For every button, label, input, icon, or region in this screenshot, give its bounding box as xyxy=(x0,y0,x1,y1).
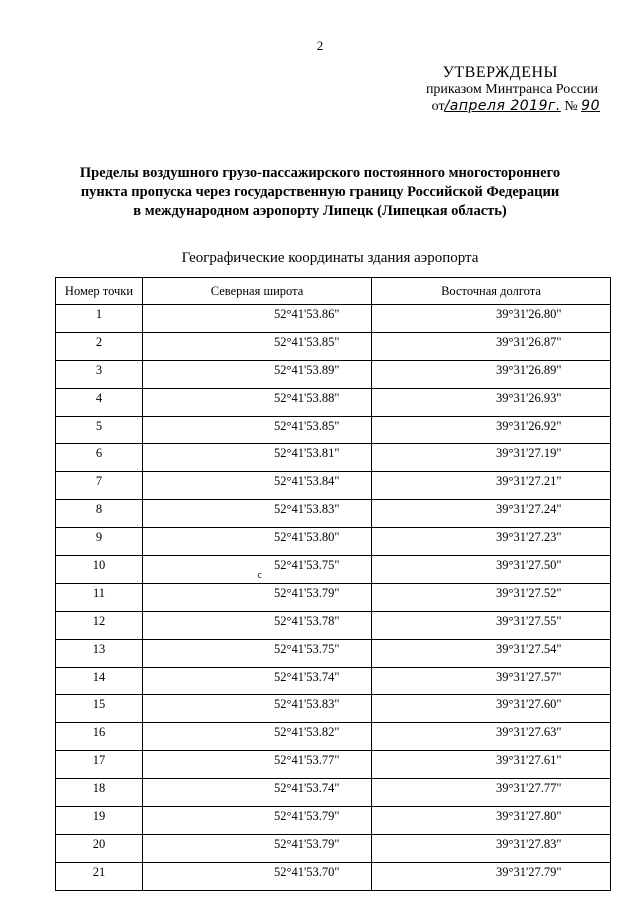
table-caption: Географические координаты здания аэропорта xyxy=(181,250,479,266)
longitude-cell xyxy=(372,611,611,639)
table-row xyxy=(56,528,611,556)
latitude-cell xyxy=(143,472,372,500)
latitude-cell xyxy=(143,723,372,751)
table-row xyxy=(56,500,611,528)
handwritten-number: 90 xyxy=(581,98,600,114)
longitude-value: 39°31'26.92" xyxy=(496,418,562,433)
latitude-value: 52°41'53.70" xyxy=(274,864,340,879)
handwritten-date: /апреля 2019г. xyxy=(444,98,561,114)
title-line: Пределы воздушного грузо-пассажирского постоянного многостороннего xyxy=(79,165,561,181)
longitude-cell xyxy=(372,779,611,807)
latitude-value: 52°41'53.79" xyxy=(274,836,340,851)
latitude-cell xyxy=(143,779,372,807)
table-row xyxy=(56,862,611,890)
table-row xyxy=(56,751,611,779)
point-number-cell: 13 xyxy=(56,639,143,667)
point-number-cell: 2 xyxy=(56,332,143,360)
table-body xyxy=(56,305,611,891)
header-longitude: Восточная долгота xyxy=(372,278,611,305)
approval-date-line xyxy=(400,98,600,115)
latitude-value: 52°41'53.75" xyxy=(274,558,340,573)
latitude-value: 52°41'53.85" xyxy=(274,418,340,433)
longitude-value: 39°31'27.57" xyxy=(496,669,562,684)
point-number-cell: 21 xyxy=(56,862,143,890)
latitude-value: 52°41'53.88" xyxy=(274,390,340,405)
latitude-value: 52°41'53.74" xyxy=(274,669,340,684)
longitude-cell xyxy=(372,388,611,416)
longitude-cell xyxy=(372,695,611,723)
longitude-cell xyxy=(372,332,611,360)
longitude-cell xyxy=(372,500,611,528)
pen-mark-icon: ᑦ xyxy=(257,571,263,585)
latitude-cell xyxy=(143,583,372,611)
longitude-value: 39°31'26.93" xyxy=(496,390,562,405)
latitude-value: 52°41'53.79" xyxy=(274,809,340,824)
number-prefix: № xyxy=(564,99,578,114)
latitude-cell xyxy=(143,360,372,388)
point-number-cell: 18 xyxy=(56,779,143,807)
longitude-value: 39°31'27.21" xyxy=(496,474,562,489)
latitude-cell xyxy=(143,862,372,890)
longitude-value: 39°31'27.61" xyxy=(496,753,562,768)
point-number-cell: 4 xyxy=(56,388,143,416)
longitude-cell xyxy=(372,556,611,584)
point-number-cell: 15 xyxy=(56,695,143,723)
longitude-value: 39°31'26.80" xyxy=(496,307,562,321)
table-row xyxy=(56,807,611,835)
table-row xyxy=(56,416,611,444)
point-number-cell: 16 xyxy=(56,723,143,751)
longitude-cell xyxy=(372,305,611,333)
latitude-value: 52°41'53.86" xyxy=(274,307,340,321)
point-number-cell: 12 xyxy=(56,611,143,639)
point-number-cell: 1 xyxy=(56,305,143,333)
latitude-cell xyxy=(143,751,372,779)
table-row xyxy=(56,611,611,639)
longitude-cell xyxy=(372,723,611,751)
longitude-value: 39°31'26.89" xyxy=(496,362,562,377)
header-latitude: Северная широта xyxy=(143,278,372,305)
longitude-cell xyxy=(372,528,611,556)
table-row xyxy=(56,332,611,360)
approval-order: приказом Минтранса России xyxy=(425,82,598,97)
longitude-value: 39°31'26.87" xyxy=(496,334,562,349)
document-title xyxy=(60,164,580,221)
longitude-value: 39°31'27.55" xyxy=(496,613,562,628)
table-row xyxy=(56,583,611,611)
latitude-value: 52°41'53.83" xyxy=(274,697,340,712)
longitude-cell xyxy=(372,639,611,667)
latitude-value: 52°41'53.74" xyxy=(274,781,340,796)
table-row xyxy=(56,639,611,667)
latitude-cell xyxy=(143,807,372,835)
longitude-value: 39°31'27.60" xyxy=(496,697,562,712)
table-row xyxy=(56,556,611,584)
latitude-value: 52°41'53.79" xyxy=(274,585,340,600)
title-line: в международном аэропорту Липецк (Липецкая область) xyxy=(133,203,507,219)
table-row xyxy=(56,472,611,500)
longitude-value: 39°31'27.80" xyxy=(496,809,562,824)
title-line: пункта пропуска через государственную границу Российской Федерации xyxy=(80,184,560,200)
longitude-value: 39°31'27.83" xyxy=(496,836,562,851)
point-number-cell: 6 xyxy=(56,444,143,472)
date-prefix: от xyxy=(431,99,445,114)
longitude-value: 39°31'27.24" xyxy=(496,502,562,517)
latitude-cell xyxy=(143,528,372,556)
point-number-cell: 9 xyxy=(56,528,143,556)
table-row xyxy=(56,695,611,723)
latitude-cell xyxy=(143,444,372,472)
latitude-value: 52°41'53.84" xyxy=(274,474,340,489)
longitude-value: 39°31'27.52" xyxy=(496,585,562,600)
latitude-value: 52°41'53.82" xyxy=(274,725,340,740)
latitude-cell xyxy=(143,695,372,723)
latitude-value: 52°41'53.85" xyxy=(274,334,340,349)
longitude-value: 39°31'27.77" xyxy=(496,781,562,796)
latitude-cell xyxy=(143,388,372,416)
point-number-cell: 3 xyxy=(56,360,143,388)
table-row xyxy=(56,834,611,862)
latitude-cell xyxy=(143,416,372,444)
point-number-cell: 10 xyxy=(56,556,143,584)
table-header-row xyxy=(56,278,611,305)
longitude-value: 39°31'27.54" xyxy=(496,641,562,656)
point-number-cell: 11 xyxy=(56,583,143,611)
latitude-value: 52°41'53.81" xyxy=(274,446,340,461)
table-row xyxy=(56,305,611,333)
latitude-value: 52°41'53.78" xyxy=(274,613,340,628)
point-number-cell: 20 xyxy=(56,834,143,862)
table-row xyxy=(56,388,611,416)
approval-block xyxy=(400,64,600,115)
longitude-value: 39°31'27.50" xyxy=(496,558,562,573)
latitude-value: 52°41'53.77" xyxy=(274,753,340,768)
longitude-cell xyxy=(372,667,611,695)
latitude-cell xyxy=(143,305,372,333)
point-number-cell: 7 xyxy=(56,472,143,500)
page-number: 2 xyxy=(316,38,324,53)
longitude-cell xyxy=(372,751,611,779)
latitude-cell xyxy=(143,834,372,862)
header-point-number: Номер точки xyxy=(56,278,143,305)
coordinates-table xyxy=(55,277,611,891)
latitude-cell xyxy=(143,332,372,360)
point-number-cell: 19 xyxy=(56,807,143,835)
longitude-cell xyxy=(372,807,611,835)
longitude-value: 39°31'27.63" xyxy=(496,725,562,740)
longitude-cell xyxy=(372,834,611,862)
latitude-value: 52°41'53.89" xyxy=(274,362,340,377)
point-number-cell: 5 xyxy=(56,416,143,444)
longitude-cell xyxy=(372,472,611,500)
table-row xyxy=(56,667,611,695)
latitude-value: 52°41'53.75" xyxy=(274,641,340,656)
longitude-cell xyxy=(372,862,611,890)
point-number-cell: 14 xyxy=(56,667,143,695)
latitude-cell xyxy=(143,500,372,528)
table-row xyxy=(56,444,611,472)
longitude-cell xyxy=(372,583,611,611)
longitude-value: 39°31'27.23" xyxy=(496,530,562,545)
longitude-cell xyxy=(372,416,611,444)
point-number-cell: 8 xyxy=(56,500,143,528)
longitude-cell xyxy=(372,444,611,472)
latitude-cell xyxy=(143,639,372,667)
longitude-value: 39°31'27.79" xyxy=(496,864,562,879)
longitude-value: 39°31'27.19" xyxy=(496,446,562,461)
point-number-cell: 17 xyxy=(56,751,143,779)
table-row xyxy=(56,723,611,751)
latitude-value: 52°41'53.83" xyxy=(274,502,340,517)
latitude-cell xyxy=(143,611,372,639)
table-row xyxy=(56,360,611,388)
latitude-cell xyxy=(143,667,372,695)
approval-heading: УТВЕРЖДЕНЫ xyxy=(442,64,558,81)
latitude-value: 52°41'53.80" xyxy=(274,530,340,545)
longitude-cell xyxy=(372,360,611,388)
table-row xyxy=(56,779,611,807)
